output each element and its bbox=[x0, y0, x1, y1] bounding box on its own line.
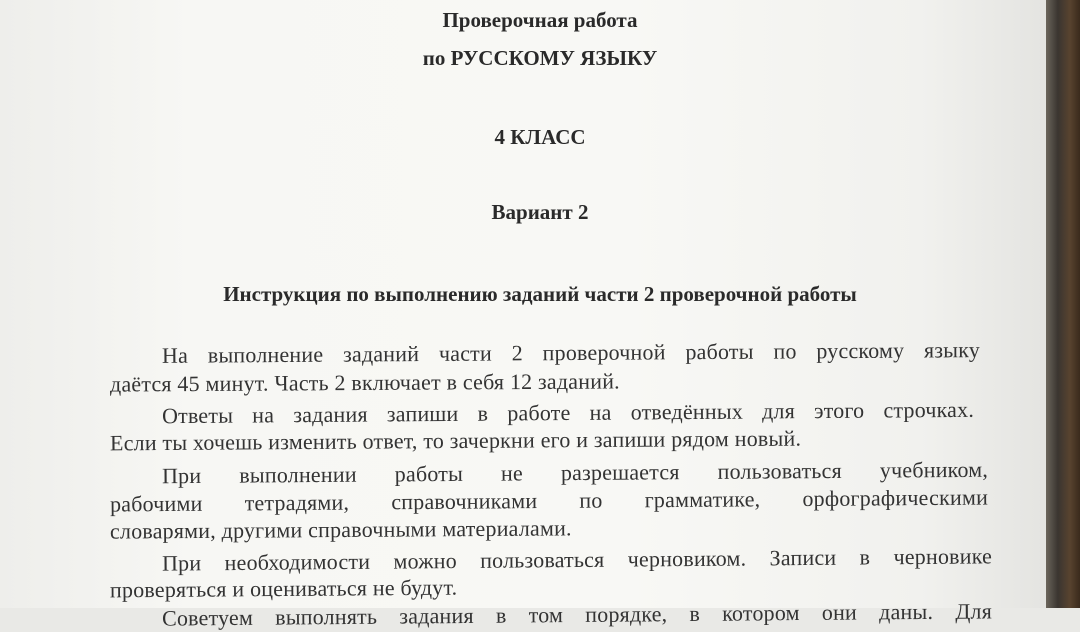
paragraph-4-line-1: При необходимости можно пользоваться черновиком. Записи в черновике bbox=[161, 543, 993, 576]
paragraph-5-line-1: Советуем выполнять задания в том порядке, в котором они даны. Для bbox=[161, 598, 993, 631]
paragraph-1-line-1: На выполнение заданий части 2 проверочной работы по русскому языку bbox=[161, 337, 981, 368]
document-title-line-1: Проверочная работа bbox=[442, 8, 638, 32]
paragraph-2-line-2: Если ты хочешь изменить ответ, то зачеркни его и запиши рядом новый. bbox=[109, 425, 802, 456]
paragraph-4-line-2: проверяться и оцениваться не будут. bbox=[109, 574, 458, 603]
document-title-line-2: по РУССКОМУ ЯЗЫКУ bbox=[422, 46, 658, 70]
paragraph-3-line-2: рабочими тетрадями, справочниками по грамматике, орфографическими bbox=[109, 484, 989, 517]
variant-heading: Вариант 2 bbox=[491, 200, 589, 224]
paragraph-2-line-1: Ответы на задания запиши в работе на отведённых для этого строчках. bbox=[161, 396, 975, 429]
instruction-heading: Инструкция по выполнению заданий части 2 проверочной работы bbox=[223, 282, 857, 306]
paragraph-3-line-3: словарями, другими справочными материалами. bbox=[109, 515, 572, 544]
grade-heading: 4 КЛАСС bbox=[494, 125, 586, 149]
paragraph-1-line-2: даётся 45 минут. Часть 2 включает в себя 12 заданий. bbox=[109, 368, 620, 397]
background-edge bbox=[1046, 0, 1080, 608]
paragraph-3-line-1: При выполнении работы не разрешается пользоваться учебником, bbox=[161, 456, 989, 489]
